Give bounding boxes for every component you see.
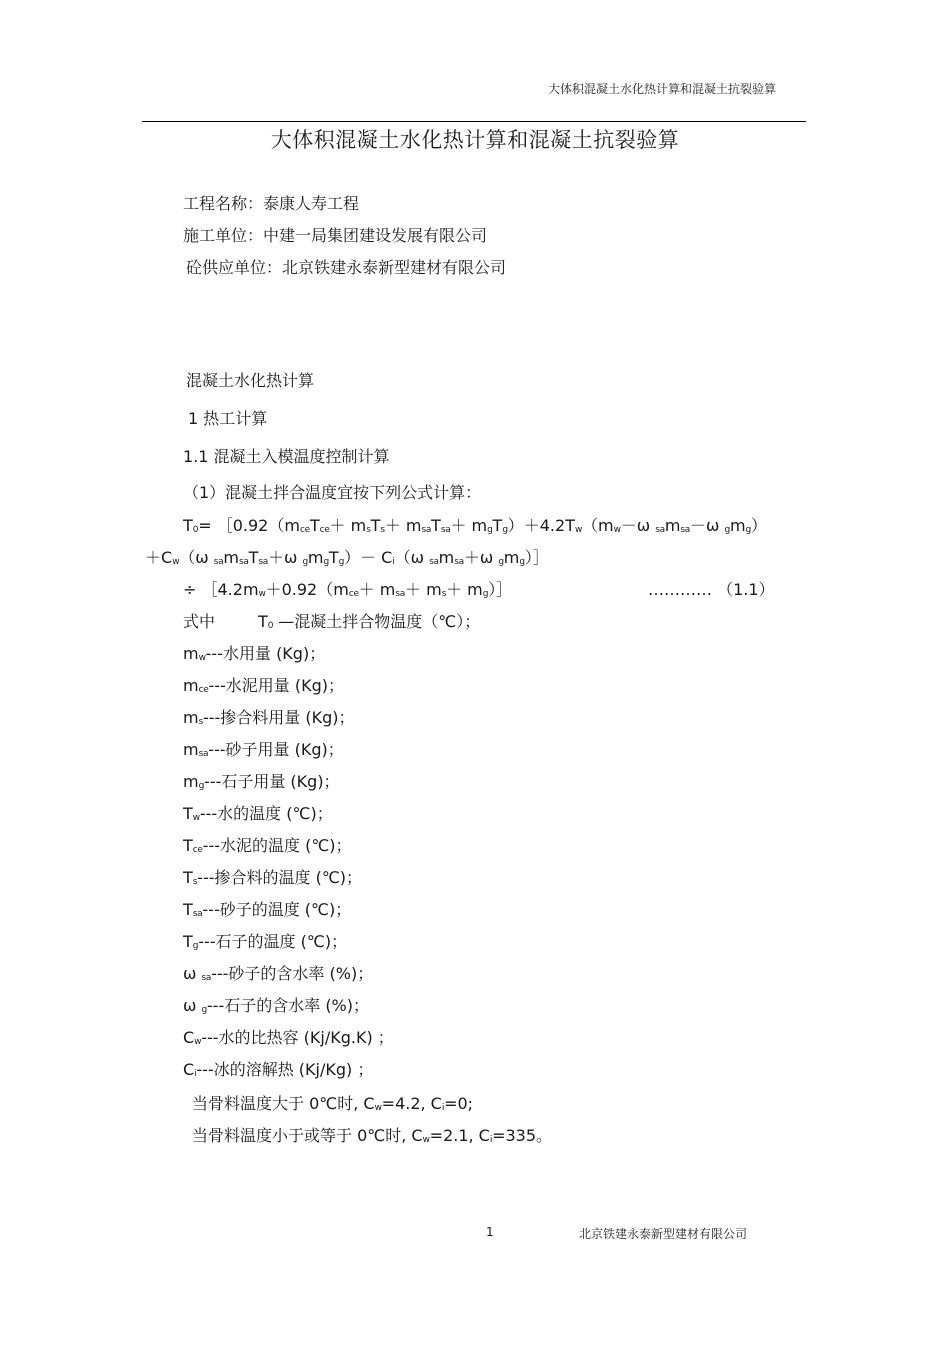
page-number: 1 xyxy=(486,1225,494,1239)
definition-item: ω $_{sa}$---砂子的含水率 (%)； xyxy=(183,964,374,983)
where-lead: 式中 xyxy=(183,612,216,631)
section-1-1-heading: 1.1 混凝土入模温度控制计算 xyxy=(183,447,390,466)
project-supplier: 砼供应单位：北京铁建永泰新型建材有限公司 xyxy=(186,258,507,277)
formula-line-2: $+C_w(\omega$ $_{sa}m_{sa}T_{sa}+\omega$ $_gm_gT_g)- C_i(\omega$ $_{sa}m_{sa}+\omega$ $_gm_g)]$ xyxy=(145,548,549,567)
definition-item: $m_g---$石子用量 (Kg)； xyxy=(183,772,340,791)
definition-item: $C_w---$水的比热容 (Kj/Kg.K) ； xyxy=(183,1028,394,1047)
section-1-heading: 1 热工计算 xyxy=(188,409,268,428)
project-name: 工程名称：泰康人寿工程 xyxy=(183,194,360,213)
definition-item: ω $_g$---石子的含水率 (%)； xyxy=(183,996,370,1015)
subsection-intro: （1）混凝土拌合温度宜按下列公式计算： xyxy=(183,483,482,502)
project-builder: 施工单位：中建一局集团建设发展有限公司 xyxy=(183,226,488,245)
where-t0: $T_0$ —混凝土拌合物温度（℃）； xyxy=(258,612,481,631)
definition-item: $C_i---$冰的溶解热 (Kj/Kg) ； xyxy=(183,1060,374,1079)
footer-company: 北京铁建永泰新型建材有限公司 xyxy=(579,1227,748,1241)
definition-item: $T_w---$水的温度 (℃)； xyxy=(183,804,333,823)
definition-item: $m_{ce}---$水泥用量 (Kg)； xyxy=(183,676,345,695)
condition-above-zero: 当骨料温度大于 0℃时, $C_w=4.2$, $C_i=0$; xyxy=(192,1094,474,1113)
condition-below-zero: 当骨料温度小于或等于 0℃时, $C_w=2.1$, $C_i=335$。 xyxy=(192,1126,553,1145)
definition-item: $T_g---$石子的温度 (℃)； xyxy=(183,932,348,951)
definition-item: $T_{ce}---$水泥的温度 (℃)； xyxy=(183,836,352,855)
definition-item: $m_{sa}---$砂子用量 (Kg)； xyxy=(183,740,344,759)
definition-item: $T_s---$掺合料的温度 (℃)； xyxy=(183,868,363,887)
document-title: 大体积混凝土水化热计算和混凝土抗裂验算 xyxy=(270,128,680,152)
formula-number: ………… （1.1） xyxy=(648,580,775,599)
running-header: 大体积混凝土水化热计算和混凝土抗裂验算 xyxy=(547,82,776,96)
definition-item: $T_{sa}---$砂子的温度 (℃)； xyxy=(183,900,352,919)
header-rule xyxy=(142,121,806,122)
definition-item: $m_w---$水用量 (Kg)； xyxy=(183,644,326,663)
formula-line-1: $T_0=$ $[0.92(m_{ce}T_{ce}+ m_sT_s+ m_{sa}T_{sa}+ m_gT_g)+4.2T_w(m_w-\omega$ $_{sa}m_{sa}-\omega$ $_gm_g$） xyxy=(183,516,767,535)
section-heading: 混凝土水化热计算 xyxy=(186,371,315,390)
formula-line-3: ÷ $[4.2m_w+0.92(m_{ce}+ m_{sa}+ m_s+$ $m_g)]$ xyxy=(183,580,513,599)
definition-item: $m_s---$掺合料用量 (Kg)； xyxy=(183,708,355,727)
